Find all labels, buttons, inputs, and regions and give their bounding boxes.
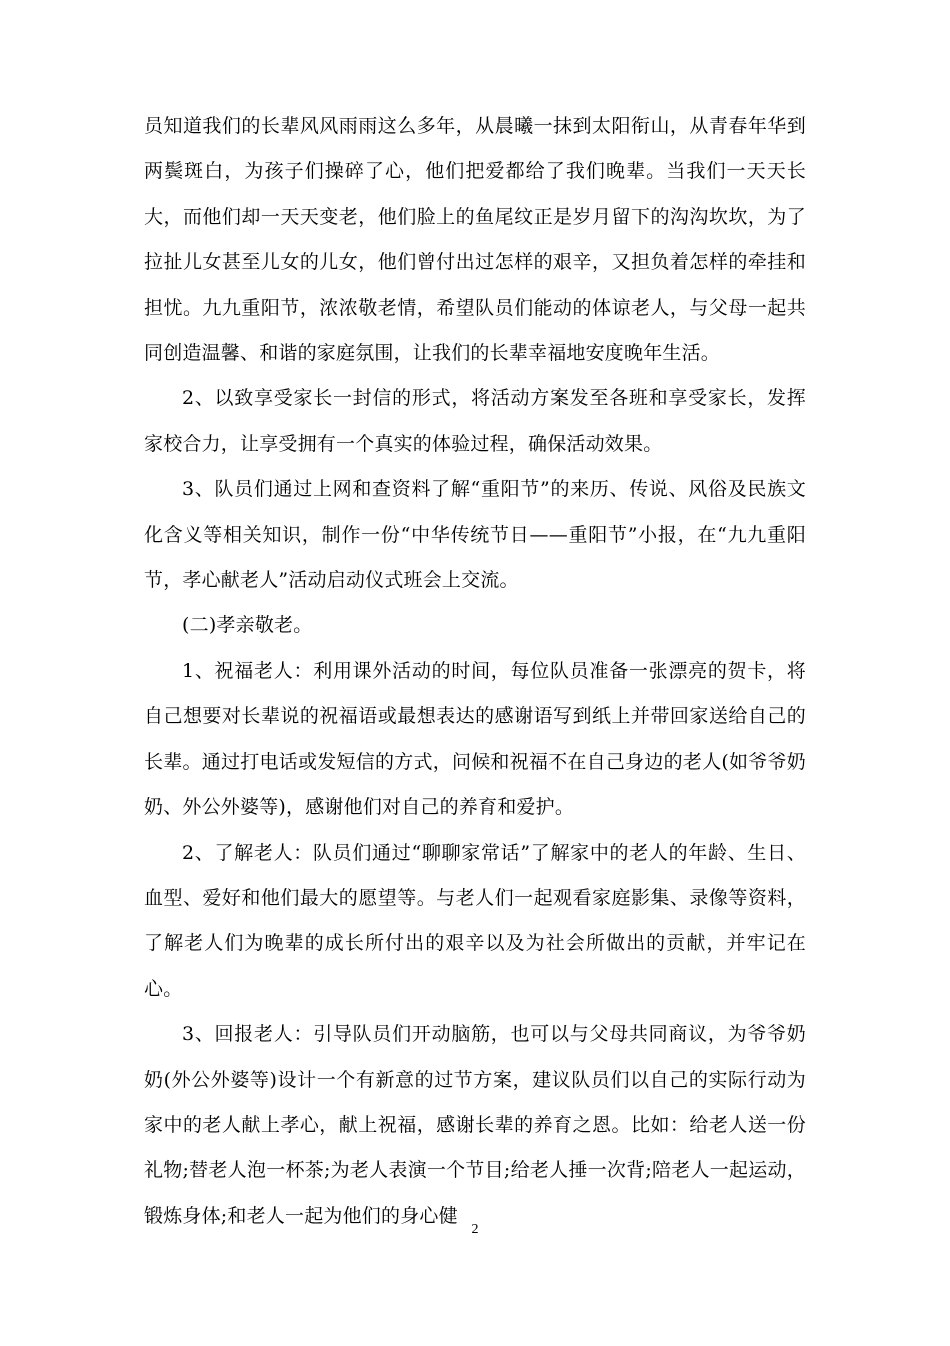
page-number: 2 [471, 1222, 479, 1237]
section-heading-filial-piety: (二)孝亲敬老。 [182, 614, 313, 637]
paragraph-item-1-bless-elders: 1、祝福老人：利用课外活动的时间，每位队员准备一张漂亮的贺卡，将自己想要对长辈说的祝福语或最想表达的感谢语写到纸上并带回家送给自己的长辈。通过打电话或发短信的方式，问候和祝福不在自己身边的老人(如爷爷奶奶、外公外婆等)，感谢他们对自己的养育和爱护。 [144, 659, 806, 819]
paragraph-item-2-understand-elders: 2、了解老人：队员们通过“聊聊家常话”了解家中的老人的年龄、生日、血型、爱好和他们最大的愿望等。与老人们一起观看家庭影集、录像等资料，了解老人们为晚辈的成长所付出的艰辛以及为社会所做出的贡献，并牢记在心。 [144, 841, 806, 1000]
document-body [144, 104, 806, 1239]
paragraph-item-3-research: 3、队员们通过上网和查资料了解“重阳节”的来历、传说、风俗及民族文化含义等相关知识，制作一份“中华传统节日——重阳节”小报，在“九九重阳节，孝心献老人”活动启动仪式班会上交流。 [144, 478, 806, 592]
paragraph-item-2-family-letter: 2、以致享受家长一封信的形式，将活动方案发至各班和享受家长，发挥家校合力，让享受拥有一个真实的体验过程，确保活动效果。 [144, 387, 806, 455]
paragraph-item-3-repay-elders: 3、回报老人：引导队员们开动脑筋，也可以与父母共同商议，为爷爷奶奶(外公外婆等)设计一个有新意的过节方案，建议队员们以自己的实际行动为家中的老人献上孝心，献上祝福，感谢长辈的养育之恩。比如：给老人送一份礼物;替老人泡一杯茶;为老人表演一个节目;给老人捶一次背;陪老人一起运动，锻炼身体;和老人一起为他们的身心健 [144, 1023, 806, 1227]
paragraph-continued: 员知道我们的长辈风风雨雨这么多年，从晨曦一抹到太阳衔山，从青春年华到两鬓斑白，为孩子们操碎了心，他们把爱都给了我们晚辈。当我们一天天长大，而他们却一天天变老，他们脸上的鱼尾纹正是岁月留下的沟沟坎坎，为了拉扯儿女甚至儿女的儿女，他们曾付出过怎样的艰辛，又担负着怎样的牵挂和担忧。九九重阳节，浓浓敬老情，希望队员们能动的体谅老人，与父母一起共同创造温馨、和谐的家庭氛围，让我们的长辈幸福地安度晚年生活。 [144, 115, 806, 365]
